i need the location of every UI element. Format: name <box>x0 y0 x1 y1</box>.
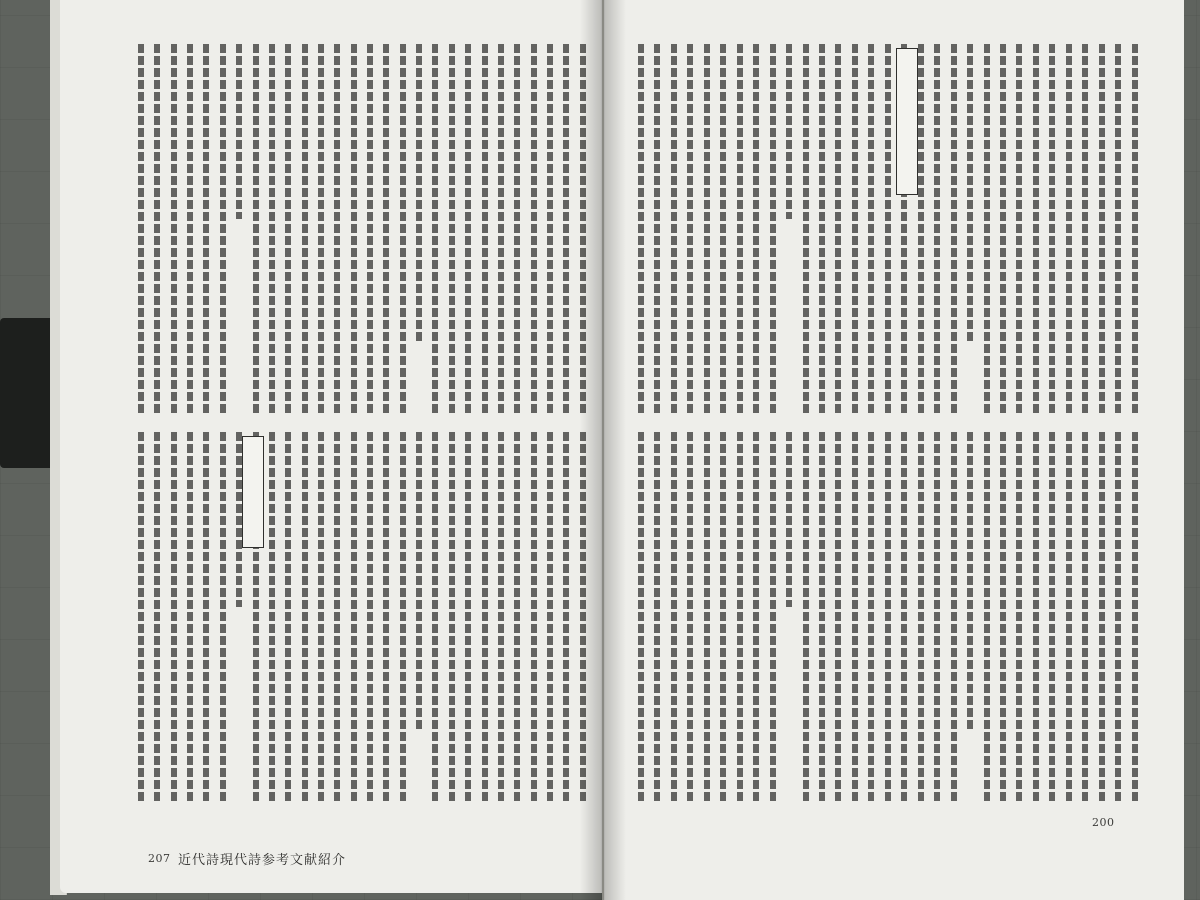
text-column <box>269 44 275 416</box>
left-lower-text <box>138 432 586 804</box>
text-column <box>318 432 324 804</box>
text-column <box>984 432 990 804</box>
text-column <box>220 44 226 416</box>
text-column <box>1066 432 1072 804</box>
text-column <box>967 44 973 342</box>
text-column <box>531 432 537 804</box>
text-column <box>383 44 389 416</box>
left-page <box>60 0 602 893</box>
text-column <box>154 44 160 416</box>
text-column <box>868 432 874 804</box>
text-column <box>720 44 726 416</box>
text-column <box>334 432 340 804</box>
text-column <box>432 432 438 804</box>
text-column <box>465 44 471 416</box>
left-upper-text <box>138 44 586 416</box>
text-column <box>819 432 825 804</box>
text-column <box>654 432 660 804</box>
text-column <box>918 44 924 416</box>
text-column <box>203 44 209 416</box>
text-column <box>1115 432 1121 804</box>
text-column <box>514 432 520 804</box>
text-column <box>687 44 693 416</box>
text-column <box>852 432 858 804</box>
text-column <box>885 432 891 804</box>
text-column <box>835 44 841 416</box>
text-column <box>1082 44 1088 416</box>
text-column <box>563 44 569 416</box>
text-column <box>918 432 924 804</box>
text-column <box>1016 44 1022 416</box>
text-column <box>482 432 488 804</box>
text-column <box>351 432 357 804</box>
text-column <box>934 432 940 804</box>
text-column <box>514 44 520 416</box>
text-column <box>951 44 957 416</box>
text-column <box>563 432 569 804</box>
text-column <box>171 432 177 804</box>
text-column <box>786 432 792 607</box>
text-column <box>351 44 357 416</box>
text-column <box>236 44 242 219</box>
text-column <box>737 44 743 416</box>
right-page <box>604 0 1184 900</box>
text-column <box>737 432 743 804</box>
text-column <box>984 44 990 416</box>
text-column <box>770 44 776 416</box>
text-column <box>638 432 644 804</box>
text-column <box>203 432 209 804</box>
text-column <box>1016 432 1022 804</box>
text-column <box>547 44 553 416</box>
text-column <box>367 44 373 416</box>
text-column <box>1066 44 1072 416</box>
text-column <box>654 44 660 416</box>
text-column <box>753 44 759 416</box>
text-column <box>171 44 177 416</box>
text-column <box>285 432 291 804</box>
text-column <box>187 432 193 804</box>
text-column <box>138 432 144 804</box>
text-column <box>687 432 693 804</box>
text-column <box>138 44 144 416</box>
text-column <box>465 432 471 804</box>
running-head: 近代詩現代詩参考文献紹介 <box>178 853 347 868</box>
section-heading-box <box>242 436 264 548</box>
text-column <box>449 432 455 804</box>
page-number-right: 200 <box>1092 816 1115 829</box>
text-column <box>253 44 259 416</box>
text-column <box>1082 432 1088 804</box>
text-column <box>334 44 340 416</box>
text-column <box>819 44 825 416</box>
text-column <box>416 44 422 342</box>
open-book <box>60 0 1184 900</box>
text-column <box>547 432 553 804</box>
text-column <box>269 432 275 804</box>
text-column <box>1132 432 1138 804</box>
text-column <box>704 44 710 416</box>
text-column <box>1049 44 1055 416</box>
text-column <box>770 432 776 804</box>
text-column <box>154 432 160 804</box>
right-upper-text <box>638 44 1138 416</box>
text-column <box>318 44 324 416</box>
text-column <box>187 44 193 416</box>
text-column <box>531 44 537 416</box>
text-column <box>753 432 759 804</box>
text-column <box>1033 432 1039 804</box>
text-column <box>220 432 226 804</box>
section-heading-box <box>896 48 918 195</box>
text-column <box>671 432 677 804</box>
text-column <box>1049 432 1055 804</box>
text-column <box>951 432 957 804</box>
text-column <box>803 432 809 804</box>
text-column <box>1033 44 1039 416</box>
right-lower-text <box>638 432 1138 804</box>
text-column <box>482 44 488 416</box>
text-column <box>1132 44 1138 416</box>
text-column <box>367 432 373 804</box>
text-column <box>720 432 726 804</box>
text-column <box>432 44 438 416</box>
text-column <box>786 44 792 219</box>
text-column <box>449 44 455 416</box>
page-number-left: 207 <box>148 852 171 865</box>
text-column <box>901 432 907 804</box>
text-column <box>638 44 644 416</box>
text-column <box>1099 44 1105 416</box>
text-column <box>302 432 308 804</box>
text-column <box>498 44 504 416</box>
text-column <box>852 44 858 416</box>
text-column <box>1000 432 1006 804</box>
text-column <box>383 432 389 804</box>
book-fold <box>602 0 604 900</box>
text-column <box>934 44 940 416</box>
text-column <box>803 44 809 416</box>
text-column <box>704 432 710 804</box>
text-column <box>868 44 874 416</box>
text-column <box>885 44 891 416</box>
text-column <box>400 432 406 804</box>
text-column <box>416 432 422 730</box>
text-column <box>1115 44 1121 416</box>
text-column <box>285 44 291 416</box>
text-column <box>835 432 841 804</box>
text-column <box>1099 432 1105 804</box>
text-column <box>302 44 308 416</box>
text-column <box>400 44 406 416</box>
text-column <box>498 432 504 804</box>
text-column <box>671 44 677 416</box>
text-column <box>1000 44 1006 416</box>
text-column <box>967 432 973 730</box>
